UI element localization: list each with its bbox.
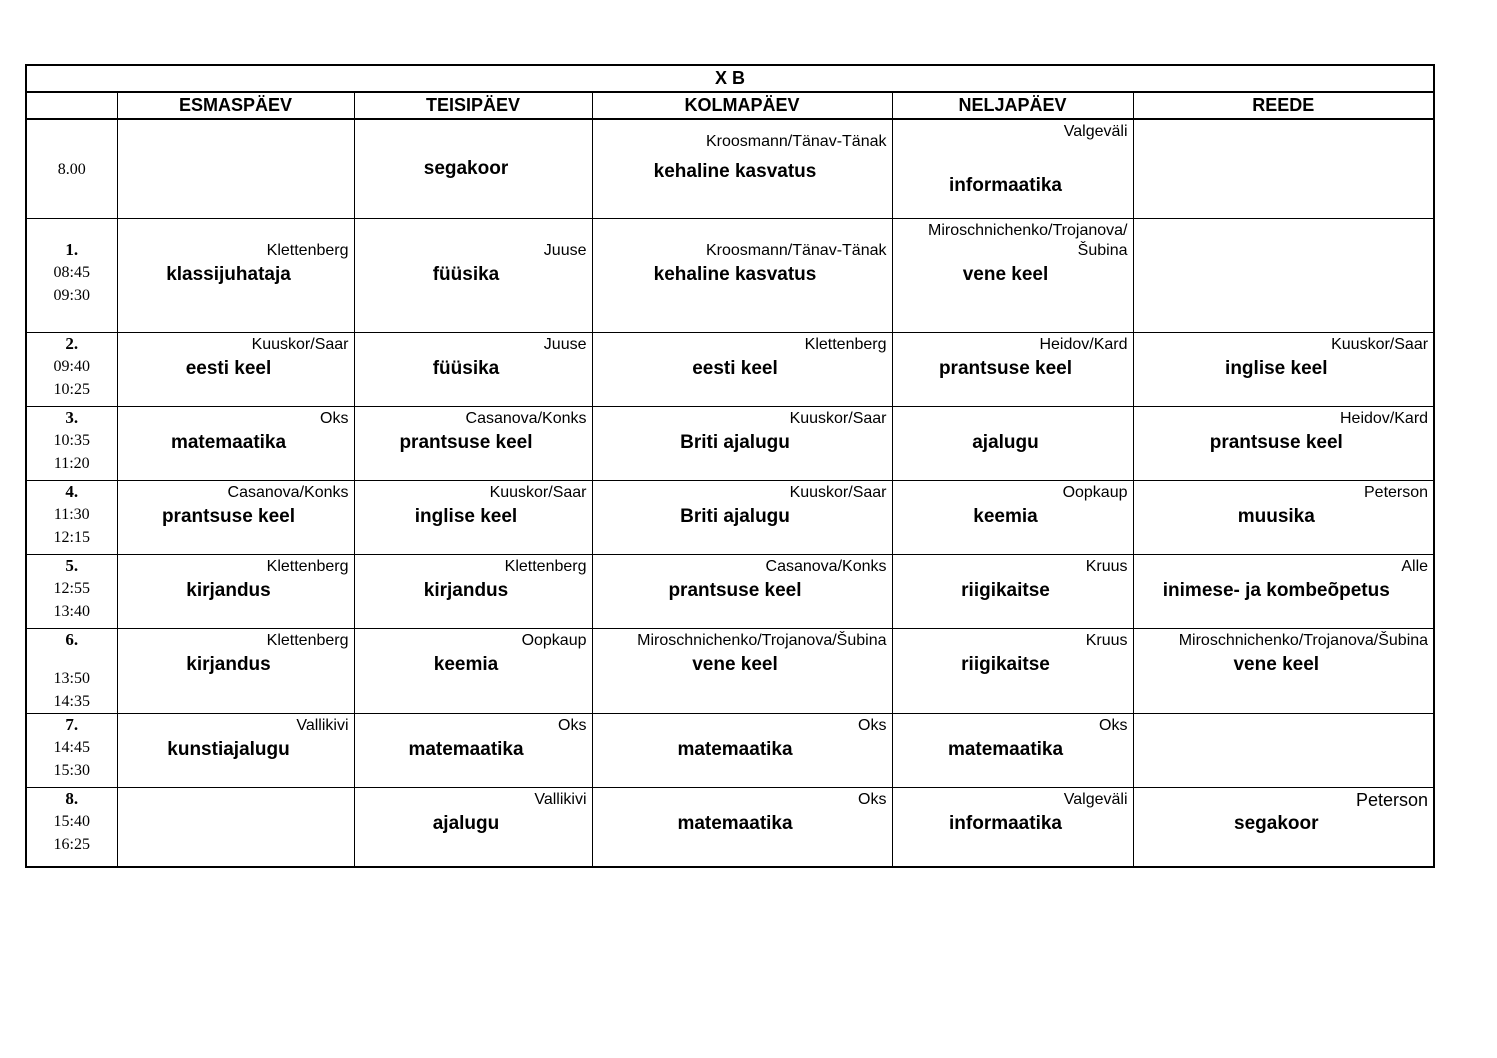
lesson-cell <box>592 219 892 333</box>
lesson-cell <box>117 219 354 333</box>
period-start: 10:35 <box>53 432 90 449</box>
lesson-teacher: Oks <box>558 717 587 734</box>
day-header-wednesday: KOLMAPÄEV <box>592 92 892 119</box>
period-start: 12:55 <box>53 580 90 597</box>
lesson-cell <box>592 555 892 629</box>
lesson-cell <box>1133 714 1434 788</box>
lesson-subject: kehaline kasvatus <box>653 264 817 285</box>
period-number: 5. <box>65 556 79 575</box>
period-start: 15:40 <box>53 813 90 830</box>
timetable-row <box>26 555 1434 629</box>
lesson-subject: prantsuse keel <box>938 358 1073 379</box>
lesson-teacher: Valgeväli <box>1063 123 1128 140</box>
lesson-teacher: Casanova/Konks <box>765 558 887 575</box>
period-cell <box>26 119 117 219</box>
lesson-teacher: Vallikivi <box>296 717 349 734</box>
lesson-teacher: Kuuskor/Saar <box>489 484 587 501</box>
lesson-cell <box>117 119 354 219</box>
lesson-cell <box>592 629 892 714</box>
lesson-teacher: Kroosmann/Tänav-Tänak <box>705 133 887 150</box>
lesson-cell <box>892 119 1133 219</box>
lesson-teacher <box>893 407 1133 429</box>
lesson-cell <box>592 119 892 219</box>
timetable-row <box>26 407 1434 481</box>
period-start: 13:50 <box>53 670 90 687</box>
lesson-subject: muusika <box>1237 506 1315 527</box>
lesson-cell <box>117 333 354 407</box>
lesson-subject: Briti ajalugu <box>680 432 790 453</box>
lesson-cell <box>354 333 592 407</box>
lesson-subject: matemaatika <box>408 739 524 760</box>
lesson-subject: kunstiajalugu <box>167 739 290 760</box>
timetable-row <box>26 629 1434 714</box>
lesson-subject: Briti ajalugu <box>680 506 790 527</box>
lesson-subject: füüsika <box>432 264 500 285</box>
lesson-cell <box>892 714 1133 788</box>
timetable-row <box>26 788 1434 868</box>
lesson-teacher: Casanova/Konks <box>465 410 587 427</box>
lesson-subject: vene keel <box>962 264 1049 285</box>
period-cell <box>26 714 117 788</box>
period-cell <box>26 333 117 407</box>
lesson-cell <box>892 333 1133 407</box>
lesson-cell <box>1133 629 1434 714</box>
lesson-teacher: Kruus <box>1085 632 1128 649</box>
lesson-teacher: Oks <box>1099 717 1128 734</box>
lesson-teacher: Oopkaup <box>1062 484 1128 501</box>
period-end: 13:40 <box>53 603 90 620</box>
lesson-teacher: Klettenberg <box>266 632 349 649</box>
lesson-subject: keemia <box>973 506 1038 527</box>
lesson-subject: informaatika <box>949 175 1062 196</box>
lesson-subject: kirjandus <box>423 580 509 601</box>
lesson-cell <box>592 714 892 788</box>
lesson-teacher: Oks <box>858 791 887 808</box>
lesson-cell <box>892 555 1133 629</box>
lesson-cell <box>892 788 1133 868</box>
period-cell <box>26 407 117 481</box>
period-number: 7. <box>65 715 79 734</box>
lesson-cell <box>354 119 592 219</box>
period-number: 1. <box>65 240 79 259</box>
lesson-cell <box>117 481 354 555</box>
lesson-subject: ajalugu <box>432 813 500 834</box>
lesson-subject: inglise keel <box>414 506 518 527</box>
lesson-teacher: Peterson <box>1364 484 1429 501</box>
lesson-subject: matemaatika <box>947 739 1064 760</box>
day-header-monday: ESMASPÄEV <box>117 92 354 119</box>
period-end: 15:30 <box>53 762 90 779</box>
lesson-subject: matemaatika <box>677 813 793 834</box>
lesson-teacher: Casanova/Konks <box>227 484 349 501</box>
lesson-cell <box>892 219 1133 333</box>
lesson-teacher: Klettenberg <box>804 336 887 353</box>
lesson-teacher: Klettenberg <box>504 558 587 575</box>
lesson-cell <box>117 714 354 788</box>
period-end: 11:20 <box>53 455 90 472</box>
period-start: 08:45 <box>53 264 90 281</box>
lesson-subject: informaatika <box>949 813 1062 834</box>
lesson-cell <box>117 555 354 629</box>
lesson-teacher: Alle <box>1401 558 1429 575</box>
lesson-teacher: Miroschnichenko/Trojanova/ Šubina <box>928 222 1128 259</box>
lesson-teacher: Juuse <box>543 242 587 259</box>
lesson-teacher: Heidov/Kard <box>1340 410 1429 427</box>
lesson-cell <box>354 407 592 481</box>
lesson-cell <box>117 407 354 481</box>
period-end: 16:25 <box>53 836 90 853</box>
lesson-teacher: Kroosmann/Tänav-Tänak <box>705 242 887 259</box>
lesson-teacher: Kuuskor/Saar <box>1331 336 1429 353</box>
period-start: 8.00 <box>57 160 86 178</box>
lesson-teacher: Oks <box>320 410 349 427</box>
lesson-teacher: Heidov/Kard <box>1039 336 1128 353</box>
lesson-subject: prantsuse keel <box>668 580 802 601</box>
lesson-subject: vene keel <box>1233 654 1320 675</box>
timetable-row <box>26 219 1434 333</box>
lesson-cell <box>354 629 592 714</box>
period-end: 09:30 <box>53 287 90 304</box>
lesson-teacher: Klettenberg <box>266 242 349 259</box>
lesson-teacher: Klettenberg <box>266 558 349 575</box>
lesson-teacher: Vallikivi <box>534 791 587 808</box>
lesson-subject: segakoor <box>423 158 509 179</box>
lesson-subject: prantsuse keel <box>161 506 296 527</box>
period-start: 09:40 <box>53 358 90 375</box>
period-end: 14:35 <box>53 693 90 710</box>
period-end: 10:25 <box>53 381 90 398</box>
lesson-subject: matemaatika <box>677 739 793 760</box>
lesson-teacher: Miroschnichenko/Trojanova/Šubina <box>1178 632 1429 649</box>
day-header-tuesday: TEISIPÄEV <box>354 92 592 119</box>
lesson-subject: kirjandus <box>186 654 271 675</box>
lesson-cell <box>892 407 1133 481</box>
lesson-cell <box>1133 219 1434 333</box>
timetable-row <box>26 333 1434 407</box>
period-number: 4. <box>65 482 79 501</box>
period-cell <box>26 788 117 868</box>
lesson-cell <box>354 714 592 788</box>
lesson-teacher: Valgeväli <box>1063 791 1128 808</box>
period-number: 3. <box>65 408 79 427</box>
lesson-subject: riigikaitse <box>961 580 1050 601</box>
lesson-cell <box>592 407 892 481</box>
period-cell <box>26 629 117 714</box>
lesson-subject: keemia <box>433 654 499 675</box>
lesson-cell <box>117 629 354 714</box>
lesson-subject: ajalugu <box>972 432 1039 453</box>
lesson-cell <box>892 481 1133 555</box>
lesson-subject: inimese- ja kombeõpetus <box>1162 580 1390 601</box>
lesson-subject: segakoor <box>1234 813 1319 834</box>
lesson-cell <box>592 481 892 555</box>
lesson-teacher: Kuuskor/Saar <box>251 336 349 353</box>
lesson-cell <box>1133 481 1434 555</box>
period-start: 11:30 <box>53 506 90 523</box>
period-cell <box>26 219 117 333</box>
lesson-subject: prantsuse keel <box>1209 432 1343 453</box>
lesson-cell <box>354 481 592 555</box>
lesson-teacher: Oks <box>858 717 887 734</box>
lesson-subject: füüsika <box>432 358 500 379</box>
lesson-subject: eesti keel <box>692 358 778 379</box>
period-number: 8. <box>65 789 79 808</box>
lesson-cell <box>892 629 1133 714</box>
lesson-teacher: Peterson <box>1356 790 1429 810</box>
lesson-subject: klassijuhataja <box>166 264 291 285</box>
lesson-cell <box>592 788 892 868</box>
lesson-teacher: Kruus <box>1085 558 1128 575</box>
lesson-cell <box>1133 119 1434 219</box>
lesson-teacher: Kuuskor/Saar <box>789 410 887 427</box>
lesson-subject: riigikaitse <box>961 654 1050 675</box>
lesson-cell <box>1133 555 1434 629</box>
period-cell <box>26 481 117 555</box>
lesson-cell <box>354 219 592 333</box>
class-title: X B <box>26 65 1434 92</box>
period-header-empty <box>26 92 117 119</box>
lesson-teacher: Kuuskor/Saar <box>789 484 887 501</box>
period-number: 2. <box>65 334 79 353</box>
day-header-thursday: NELJAPÄEV <box>892 92 1133 119</box>
period-number: 6. <box>65 630 79 649</box>
lesson-subject: vene keel <box>692 654 778 675</box>
lesson-cell <box>354 555 592 629</box>
lesson-teacher: Juuse <box>543 336 587 353</box>
lesson-subject: prantsuse keel <box>399 432 533 453</box>
lesson-subject: kirjandus <box>186 580 271 601</box>
lesson-subject: eesti keel <box>185 358 272 379</box>
timetable-row <box>26 481 1434 555</box>
lesson-teacher: Oopkaup <box>521 632 587 649</box>
lesson-cell <box>354 788 592 868</box>
lesson-cell <box>1133 407 1434 481</box>
lesson-cell <box>117 788 354 868</box>
lesson-cell <box>1133 788 1434 868</box>
period-cell <box>26 555 117 629</box>
period-end: 12:15 <box>53 529 90 546</box>
day-header-friday: REEDE <box>1133 92 1434 119</box>
lesson-cell <box>1133 333 1434 407</box>
lesson-subject: kehaline kasvatus <box>653 161 817 182</box>
timetable <box>25 64 1435 868</box>
period-start: 14:45 <box>53 739 90 756</box>
lesson-subject: matemaatika <box>170 432 287 453</box>
lesson-subject: inglise keel <box>1225 358 1328 379</box>
timetable-row <box>26 119 1434 219</box>
lesson-teacher: Miroschnichenko/Trojanova/Šubina <box>637 632 887 649</box>
lesson-cell <box>592 333 892 407</box>
timetable-row <box>26 714 1434 788</box>
